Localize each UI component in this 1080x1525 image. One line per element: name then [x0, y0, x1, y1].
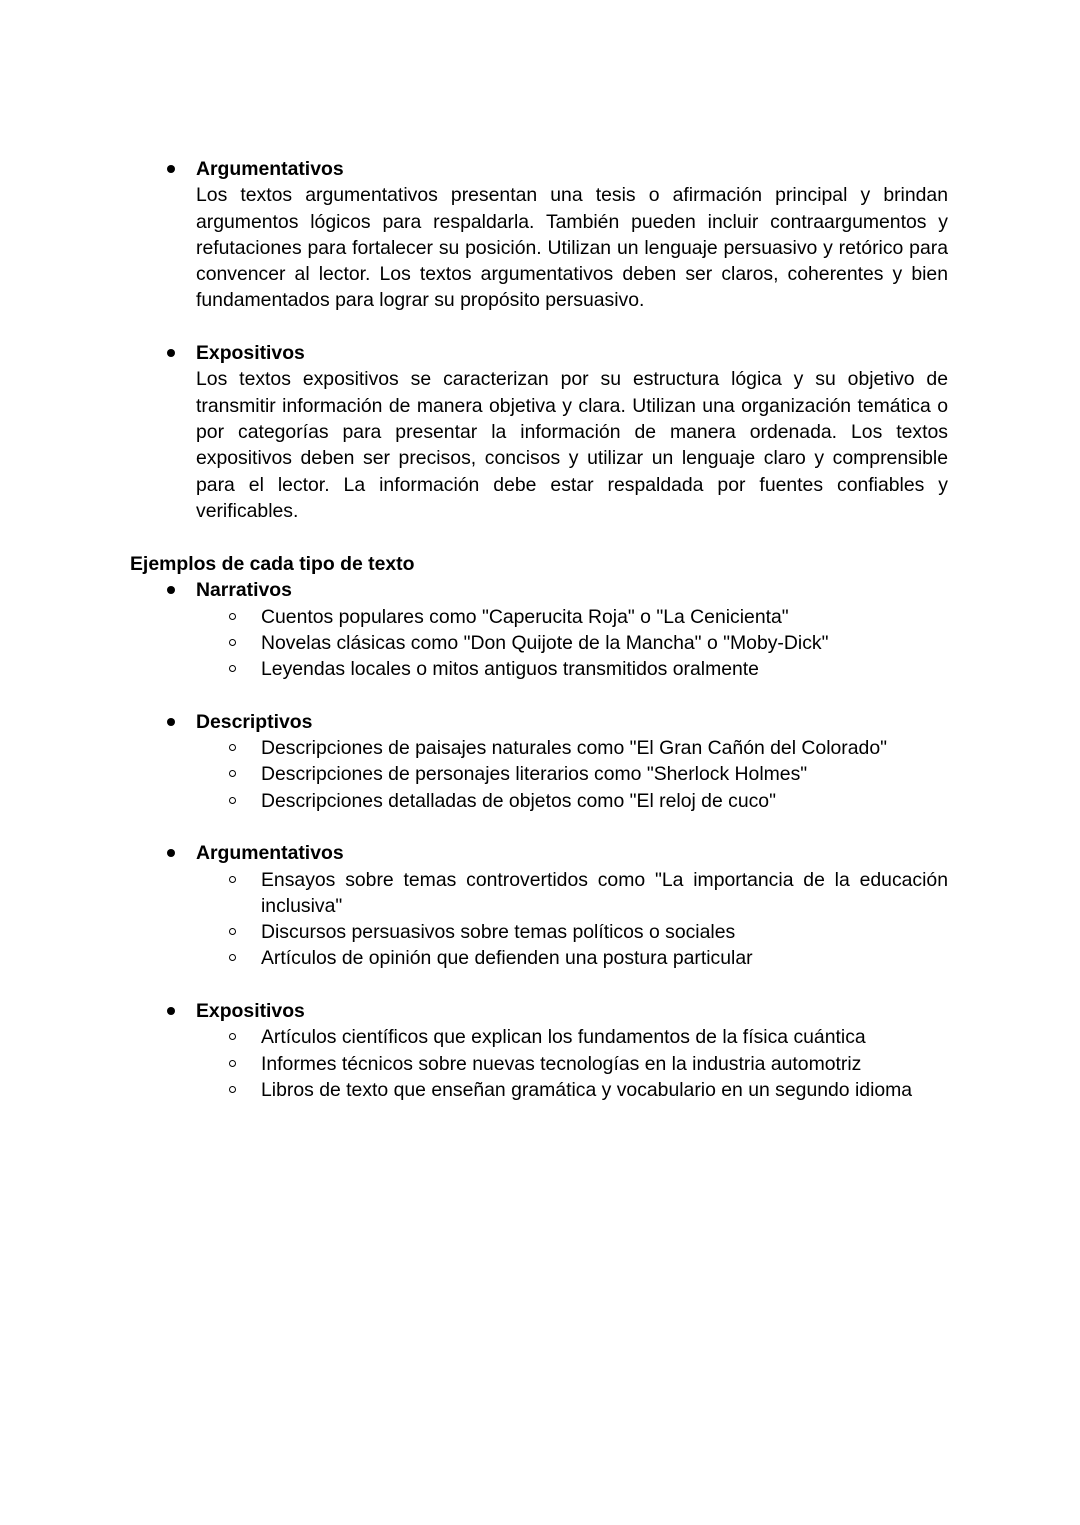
list-item-text: Descripciones detalladas de objetos como "El reloj de cuco" — [261, 789, 776, 812]
list-item — [196, 656, 948, 682]
example-group-descriptivos — [130, 709, 948, 814]
examples-section — [130, 551, 948, 1103]
text-type-descriptions — [130, 156, 948, 524]
example-list — [196, 604, 948, 683]
hollow-bullet-icon — [229, 613, 236, 620]
description-item-expositivos — [130, 340, 948, 524]
list-item-text: Artículos científicos que explican los fundamentos de la física cuántica — [261, 1026, 866, 1049]
list-item-text: Informes técnicos sobre nuevas tecnologías en la industria automotriz — [261, 1052, 862, 1075]
hollow-bullet-icon — [229, 665, 236, 672]
description-paragraph: Los textos argumentativos presentan una tesis o afirmación principal y brindan argumentos lógicos para respaldarla. También pueden incluir contraargumentos y refutaciones para fortalecer su posición. Utilizan un lenguaje persuasivo y retórico para convencer al lector. Los textos argumentativos deben ser claros, coherentes y bien fundamentados para lograr su propósito persuasivo. — [196, 184, 948, 312]
example-group-heading: Descriptivos — [196, 710, 313, 733]
hollow-bullet-icon — [229, 954, 236, 961]
list-item — [196, 1077, 948, 1103]
list-item-text: Artículos de opinión que defienden una postura particular — [261, 947, 753, 970]
list-item — [196, 1051, 948, 1077]
list-item — [196, 945, 948, 971]
list-item — [196, 630, 948, 656]
hollow-bullet-icon — [229, 876, 236, 883]
hollow-bullet-icon — [229, 1060, 236, 1067]
hollow-bullet-icon — [229, 744, 236, 751]
list-item — [196, 1024, 948, 1050]
list-item — [196, 788, 948, 814]
section-title: Ejemplos de cada tipo de texto — [130, 553, 415, 575]
example-group-narrativos — [130, 577, 948, 682]
list-item — [196, 735, 948, 761]
hollow-bullet-icon — [229, 770, 236, 777]
example-group-argumentativos — [130, 840, 948, 971]
list-item-text: Leyendas locales o mitos antiguos transmitidos oralmente — [261, 658, 759, 681]
list-item-text: Ensayos sobre temas controvertidos como "La importancia de la educación inclusiva" — [261, 868, 948, 917]
description-paragraph: Los textos expositivos se caracterizan por su estructura lógica y su objetivo de transmitir información de manera objetiva y clara. Utilizan una organización temática o por categorías para presentar la información de manera ordenada. Los textos expositivos deben ser precisos, concisos y utilizar un lenguaje claro y comprensible para el lector. La información debe estar respaldada por fuentes confiables y verificables. — [196, 368, 948, 522]
list-item-text: Descripciones de paisajes naturales como "El Gran Cañón del Colorado" — [261, 737, 887, 760]
description-heading: Argumentativos — [196, 158, 344, 180]
list-item — [196, 761, 948, 787]
list-item — [196, 867, 948, 920]
list-item-text: Discursos persuasivos sobre temas políticos o sociales — [261, 921, 736, 944]
list-item — [196, 919, 948, 945]
list-item-text: Cuentos populares como "Caperucita Roja" o "La Cenicienta" — [261, 605, 789, 628]
hollow-bullet-icon — [229, 928, 236, 935]
list-item-text: Novelas clásicas como "Don Quijote de la Mancha" o "Moby-Dick" — [261, 631, 829, 654]
list-item-text: Libros de texto que enseñan gramática y vocabulario en un segundo idioma — [261, 1078, 913, 1101]
hollow-bullet-icon — [229, 639, 236, 646]
list-item — [196, 604, 948, 630]
hollow-bullet-icon — [229, 1086, 236, 1093]
example-list — [196, 1024, 948, 1103]
hollow-bullet-icon — [229, 797, 236, 804]
example-group-heading: Expositivos — [196, 1000, 305, 1023]
example-list — [196, 735, 948, 814]
hollow-bullet-icon — [229, 1033, 236, 1040]
example-group-heading: Narrativos — [196, 579, 292, 602]
example-group-expositivos — [130, 998, 948, 1103]
example-list — [196, 867, 948, 972]
description-heading: Expositivos — [196, 342, 305, 365]
example-group-heading: Argumentativos — [196, 842, 344, 865]
description-item-argumentativos — [130, 156, 948, 314]
list-item-text: Descripciones de personajes literarios como "Sherlock Holmes" — [261, 763, 808, 786]
